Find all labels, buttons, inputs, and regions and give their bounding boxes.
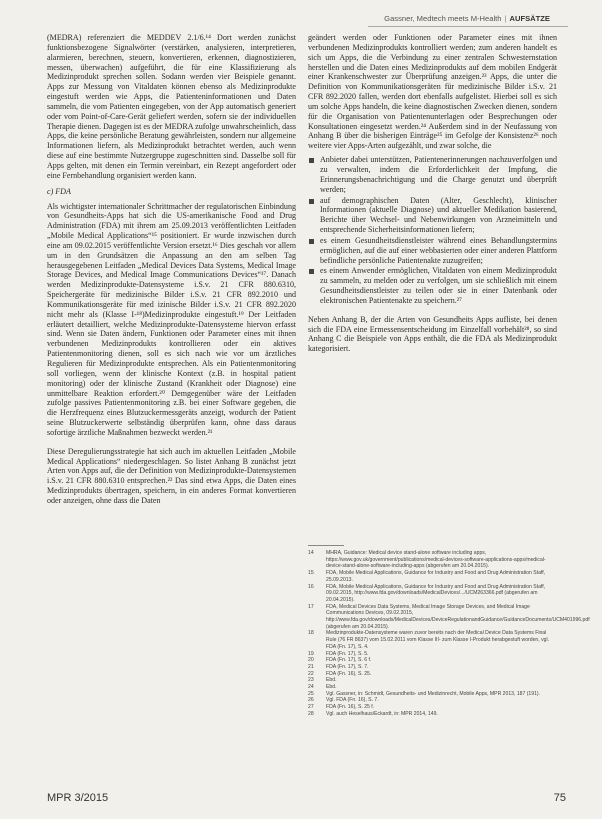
footnote-text: FDA, Mobile Medical Applications, Guidance for Industry and Food and Drug Administration Staff, 09.02.2015, http://www.fda.gov/downloads/MedicalDevices/.../UCM263366.pdf (abgerufen am 20.04.2015).	[326, 583, 546, 603]
header-authors: Gassner, Medtech meets M-Health	[384, 14, 502, 23]
footnote	[308, 671, 558, 678]
page-footer	[0, 792, 602, 812]
footnote	[308, 697, 558, 704]
footnote	[308, 664, 558, 671]
footnote-text: FDA, Medical Devices Data Systems, Medical Image Storage Devices, and Medical Image Communications Devices, 09.02.2015, http://www.fda.gov/downloads/MedicalDevices/DeviceRegulationandGuidance/GuidanceDocuments/UCM401996.pdf (abgerufen am 20.04.2015).	[326, 603, 590, 630]
footnote	[308, 630, 558, 650]
footnote-number: 14	[308, 550, 314, 556]
footnote	[308, 711, 558, 718]
right-paragraph-1: geändert werden oder Funktionen oder Parameter eines mit ihnen verbundenen Medizinprodukts kontrolliert werden; zum anderen handelt es sich um Apps, die die Verbindung zu einer zentralen Schwesternstation herstellen und die Daten eines Medizinprodukts auf dem mobilen Endgerät einer Krankenschwester zur Überprüfung anzeigen.²³ Apps, die unter die Definition von Kommunikationsgeräten für medizinische Bilder i.S.v. 21 CFR 892.2020 fallen, werden dort ebenfalls aufgelistet. Hierbei soll es sich um solche Apps handeln, die keine diagnostischen Zwecken dienen, sondern für die Organisation von Patientenunterlagen oder Besprechungen oder Konsultationen eingesetzt werden.²⁴ Außerdem sind in der Neufassung von Anhang B über die bisherigen Einträge²⁵ im Gefolge der Konsistenz²⁶ noch weitere vier Apps-Arten aufgezählt, und zwar solche, die	[308, 33, 557, 151]
right-paragraph-2: Neben Anhang B, der die Arten von Gesundheits Apps aufliste, bei denen sich die FDA eine Ermessensentscheidung im Einzelfall vorbehält²⁸, so sind Anhang C die Beispiele von Apps enthält, die die FDA als Medizinprodukt kategorisiert.	[308, 314, 557, 354]
bullet-item	[308, 236, 557, 266]
bullet-text: Anbieter dabei unterstützen, Patientenerinnerungen nachzuverfolgen und zu verwalten, indem die Erforderlichkeit der Impfung, die Erinnerungsbenachrichtigung und die Charge genutzt und überprüft werden;	[320, 155, 557, 194]
bullet-square-icon	[309, 158, 314, 163]
bullet-text: auf demographischen Daten (Alter, Geschlecht), klinischer Informationen (aktuelle Diagnose) und aktueller Medikation basierend, Berichte über Wechsel- und Nebenwirkungen von Arzneimitteln und entsprechende Sicherheitsinformationen liefern;	[320, 195, 557, 235]
footnote-text: FDA (Fn. 17), S. 5.	[326, 650, 369, 657]
footnote-text: FDA (Fn. 16), S. 25.	[326, 670, 372, 677]
right-column	[308, 33, 557, 538]
footnote-number: 18	[308, 630, 314, 637]
footnote-number: 16	[308, 583, 314, 590]
footnote-text: FDA (Fn. 16), S. 25 f.	[326, 704, 375, 711]
footnote-number: 17	[308, 603, 314, 610]
bullet-list	[308, 155, 557, 306]
footnote-text: Vgl. FDA (Fn. 16), S. 7.	[326, 697, 379, 704]
footnote-number: 25	[308, 690, 314, 697]
footnote-number: 22	[308, 670, 314, 677]
footnote	[308, 603, 590, 631]
bullet-square-icon	[309, 269, 314, 274]
header-separator: |	[504, 14, 507, 23]
bullet-square-icon	[309, 239, 314, 244]
page-number: 75	[553, 792, 566, 804]
footnote	[308, 657, 558, 664]
footnote	[308, 684, 558, 691]
bullet-item	[308, 266, 557, 305]
header-rule	[368, 26, 568, 27]
footnote-text: Vgl. auch Heselhaus/Eckardt, in: MPR 2014, 149.	[326, 710, 438, 717]
footnote-number: 19	[308, 650, 314, 657]
footnote-text: FDA (Fn. 17), S. 6 f.	[326, 657, 372, 664]
footnote-number: 27	[308, 704, 314, 711]
header-text	[384, 14, 550, 23]
footnote-number: 21	[308, 663, 314, 670]
header-section: AUFSÄTZE	[509, 14, 550, 23]
footnote-rule	[308, 545, 344, 546]
bullet-text: es einem Gesundheitsdienstleister während eines Behandlungstermins ermöglichen, auf die auf einer webbasierten oder einer anderen Plattform befindliche persönliche Patientenakte zuzugreifen;	[320, 235, 557, 265]
footnote	[308, 704, 558, 711]
left-paragraph-1: (MEDRA) referenziert die MEDDEV 2.1/6.¹⁴ Dort werden zunächst funktionsbezogene Signalwörter (verstärken, analysieren, interpretieren, alarmieren, berechnen, steuern, konvertieren, erkennen, diagnostizieren, messen, überwachen) aufgeführt, die für eine Klassifizierung als Medizinprodukt sprechen sollen. Sodann werden vier Beispiele genannt. Apps zur Messung von Vitaldaten können ebenso als Medizinprodukte eingestuft werden wie Apps, die Patienteninformationen und Daten sammeln, die vom Patienten eingegeben, von der App automatisch generiert oder vom Point-of-Care-Gerät geliefert werden, sofern sie der individuellen Therapie dienen. Dagegen ist es der MEDRA zufolge unwahrscheinlich, dass Apps, die keine persönliche Beratung gewährleisten, sondern nur allgemeine Informationen liefern, als Medizinprodukt betrachtet werden, auch wenn diese auf eine bestimmte Nutzergruppe zugeschnitten sind. Dasselbe soll für Apps gelten, mit denen ein Termin vereinbart, ein Rezept angefordert oder eine Fernbehandlung organisiert werden kann.	[47, 33, 296, 180]
footnote-number: 15	[308, 570, 314, 577]
footnote-number: 23	[308, 677, 314, 684]
subheading-fda: c) FDA	[47, 186, 71, 196]
journal-issue: MPR 3/2015	[47, 792, 109, 804]
footnote-number: 26	[308, 697, 314, 704]
footnote	[308, 651, 558, 658]
bullet-item	[308, 196, 557, 235]
bullet-item	[308, 155, 557, 194]
left-column	[47, 33, 296, 788]
footnote-number: 28	[308, 710, 314, 717]
running-header	[0, 14, 602, 26]
bullet-text: es einem Anwender ermöglichen, Vitaldaten von einem Medizinprodukt zu sammeln, zu melden oder zu verfolgen, um sie schließlich mit einem Gesundheitsdienstleister zu teilen oder sie in einer Datenbank oder elektronischen Patientenakte zu speichern.²⁷	[320, 266, 557, 305]
footnote-text: FDA, Mobile Medical Applications, Guidance for Industry and Food and Drug Administration Staff, 25.09.2013.	[326, 570, 546, 583]
footnote	[308, 550, 558, 570]
footnote-text: Ebd.	[326, 677, 337, 684]
bullet-square-icon	[309, 199, 314, 204]
footnote	[308, 677, 558, 684]
footnote-number: 24	[308, 684, 314, 691]
left-paragraph-3: Diese Deregulierungsstrategie hat sich auch im aktuellen Leitfaden „Mobile Medical Applications“ niedergeschlagen. So listet Anhang B zunächst jetzt Arten von Apps auf, die der Definition von Medizinprodukte-Datensystemen i.S.v. 21 CFR 880.6310 entsprechen.²² Das sind etwa Apps, die Daten eines Medizinprodukts übertragen, speichern, in ein anderes Format konvertieren oder anzeigen, ohne dass die Daten	[47, 446, 296, 505]
left-paragraph-2: Als wichtigster internationaler Schrittmacher der regulatorischen Einbindung von Gesundheits-Apps hat sich die US-amerikanische Food and Drug Administration (FDA) mit ihrem am 25.09.2013 veröffentlichten Leitfaden „Mobile Medical Applications“¹⁵ positioniert. Er wurde inzwischen durch eine am 09.02.2015 veröffentlichte Version ersetzt.¹⁶ Dies geschah vor allem um in den Grundsätzen die Anpassung an den am selben Tag herausgegebenen Leitfaden „Medical Devices Data Systems, Medical Image Storage Devices, and Medical Image Communications Devices“¹⁷. Danach werden Medizinprodukte-Datensysteme i.S.v. 21 CFR 880.6310, Speichergeräte für medizinische Bilder i.S.v. 21 CFR 892.2010 und Kommunikationsgeräte für med izinische Bilder i.S.v. 21 CFR 892.2020 nicht mehr als (Klasse I-¹⁸)Medizinprodukte eingestuft.¹⁹ Der Leitfaden erläutert detailliert, welche Medizinprodukte-Datensysteme hiervon erfasst sind. Wenn sie Daten ändern, Funktionen oder Parameter eines mit ihnen verbundenen Medizinprodukts kontrollieren oder ein aktives Patientenmonitoring dienen, soll es sich nach wie vor um ärztliches Regulieren für Medizinprodukte entsprechen. Als ein Patientenmonitoring soll vorliegen, wenn der klinische Kontext (z.B. in hospital patient monitoring) oder der klinische Zustand (Krankheit oder Diagnose) eine unmittelbare Reaktion erfordert.²⁰ Demgegenüber wäre der Leitfaden zufolge passives Patientenmonitoring z.B. bei einer Software gegeben, die die Herzfrequenz eines Blutzuckermessgeräts anzeigt, wodurch der Patient seine Blutzuckerwerte selbständig überprüfen kann, ohne dass daraus sofortige ärztliche Maßnahmen bezweckt werden.²¹	[47, 201, 296, 437]
footnote-text: FDA (Fn. 17), S. 7.	[326, 663, 369, 670]
footnote-text: Vgl. Gassner, in: Schmidt, Gesundheits- und Medizinrecht, Mobile Apps, MPR 2013, 187 (191).	[326, 690, 541, 697]
footnote-text: Ebd.	[326, 684, 337, 691]
footnotes	[308, 550, 590, 718]
footnote-text: Medizinprodukte-Datensysteme waren zuvor bereits nach der Medical Device Data Systems Final Rule (76 FR 8637) vom 15.02.2011 vom Klasse III- zum Klasse I-Produkt herabgestuft worden, vgl. FDA (Fn. 17), S. 4.	[326, 630, 550, 650]
footnote	[308, 584, 558, 604]
footnote-number: 20	[308, 657, 314, 664]
footnote	[308, 570, 558, 583]
footnote-text: MHRA, Guidance: Medical device stand-alone software including apps, https://www.gov.uk/government/publications/medical-devices-software-applications-apps/medical-device-stand-alone-software-including-apps (abgerufen am 20.04.2015).	[326, 550, 546, 570]
footnote	[308, 691, 558, 698]
